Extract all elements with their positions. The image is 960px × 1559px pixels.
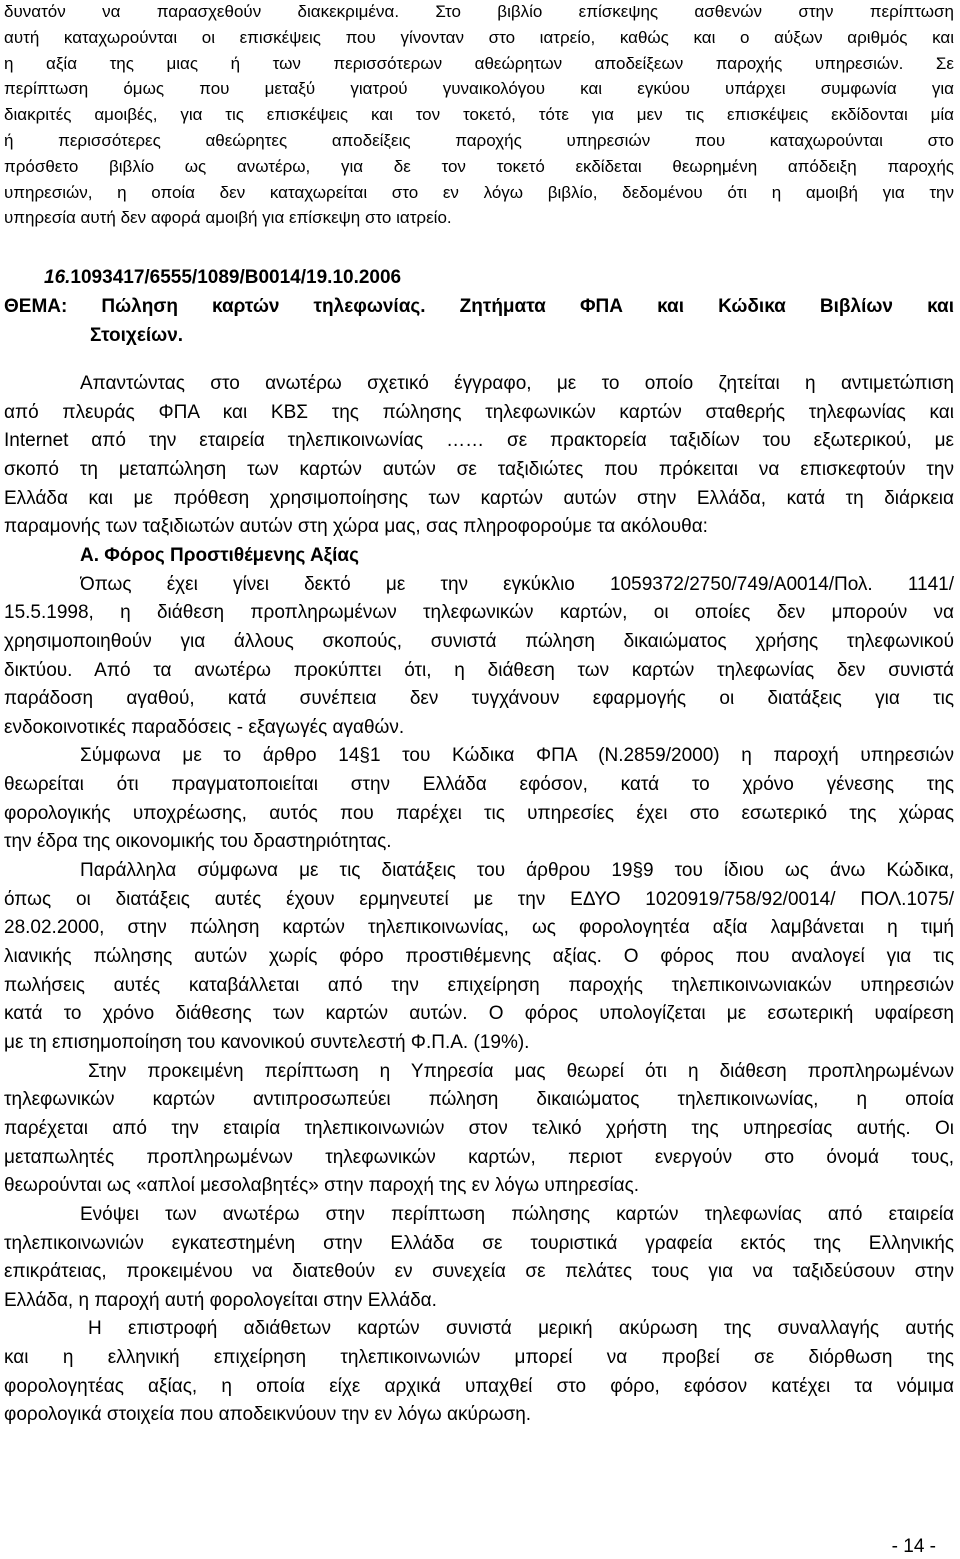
- body-line: δικτύου. Από τα ανωτέρω προκύπτει ότι, η διάθεση των καρτών τηλεφωνίας δεν συνιστά: [4, 659, 954, 681]
- body-line: Ελλάδα, η παροχή αυτή φορολογείται στην Ελλάδα.: [4, 1289, 437, 1311]
- body-line: λιανικής πώλησης αυτών χωρίς φόρο προστιθέμενης αξίας. Ο φόρος που αναλογεί για τις: [4, 946, 954, 967]
- body-line: φορολογικά στοιχεία που αποδεικνύουν την εν λόγω ακύρωση.: [4, 1404, 532, 1426]
- body-line: παραμονής των ταξιδιωτών αυτών στη χώρα μας, σας πληροφορούμε τα ακόλουθα:: [4, 516, 708, 538]
- intro-line: ή περισσότερες αθεώρητες αποδείξεις παροχής υπηρεσιών που καταχωρούνται στο: [4, 131, 954, 150]
- body-line: 15.5.1998, η διάθεση προπληρωμένων τηλεφωνικών καρτών, οι οποίες δεν μπορούν να: [4, 602, 954, 624]
- body-line: θεωρείται ότι πραγματοποιείται στην Ελλάδα εφόσον, κατά το χρόνο γένεσης της: [4, 774, 954, 796]
- intro-line: περίπτωση όμως που μεταξύ γιατρού γυναικολόγου και εγκύου υπάρχει συμφωνία για: [4, 79, 954, 99]
- body-line: πωλήσεις αυτές καταβάλλεται από την επιχείρηση παροχής τηλεπικοινωνιακών υπηρεσιών: [4, 974, 954, 996]
- body-line: επικράτειας, προκειμένου να διατεθούν εν συνεχεία σε πελάτες τους για να ταξιδεύσουν στην: [4, 1261, 954, 1283]
- body-line: Στην προκειμένη περίπτωση η Υπηρεσία μας θεωρεί ότι η διάθεση προπληρωμένων: [88, 1060, 954, 1082]
- intro-line: υπηρεσία αυτή δεν αφορά αμοιβή για επίσκεψη στο ιατρείο.: [4, 208, 452, 228]
- item-number: 16.: [44, 267, 71, 288]
- body-line: μεταπωλητές προπληρωμένων τηλεφωνικών καρτών, περιοτ ενεργούν στο όνομά τους,: [4, 1146, 954, 1168]
- intro-line: υπηρεσιών, η οποία δεν καταχωρείται στο εν λόγω βιβλίο, δεδομένου ότι η αμοιβή για την: [4, 182, 954, 202]
- body-line: Ελλάδα και με πρόθεση χρησιμοποίησης των καρτών αυτών στην Ελλάδα, κατά τη διάρκεια: [4, 487, 954, 509]
- body-line: Internet από την εταιρεία τηλεπικοινωνίας …… σε πρακτορεία ταξιδίων του εξωτερικού, με: [4, 430, 954, 452]
- body-line: Όπως έχει γίνει δεκτό με την εγκύκλιο 1059372/2750/749/Α0014/Πολ. 1141/: [80, 573, 954, 595]
- item-reference: 1093417/6555/1089/Β0014/19.10.2006: [70, 267, 402, 288]
- section-heading: Α. Φόρος Προστιθέμενης Αξίας: [80, 544, 359, 566]
- body-line: από πλευράς ΦΠΑ και ΚΒΣ της πώλησης τηλεφωνικών καρτών σταθερής τηλεφωνίας και: [4, 401, 954, 423]
- intro-line: διακριτές αμοιβές, για τις επισκέψεις και τον τοκετό, τότε για μεν τις επισκέψεις εκδίδονται μία: [4, 105, 954, 125]
- intro-line: πρόσθετο βιβλίο ως ανωτέρω, για δε τον τοκετό εκδίδεται θεωρημένη απόδειξη παροχής: [4, 156, 954, 176]
- body-line: Σύμφωνα με το άρθρο 14§1 του Κώδικα ΦΠΑ (Ν.2859/2000) η παροχή υπηρεσιών: [80, 745, 954, 767]
- body-line: παράδοση αγαθού, κατά συνέπεια δεν τυγχάνουν εφαρμογής οι διατάξεις για τις: [4, 688, 954, 710]
- body-line: όπως οι διατάξεις αυτές έχουν ερμηνευτεί με την ΕΔΥΟ 1020919/758/92/0014/ ΠΟΛ.1075/: [4, 888, 954, 910]
- body-line: σκοπό τη μεταπώληση των καρτών αυτών σε ταξιδιώτες που πρόκειται να επισκεφτούν την: [4, 458, 954, 480]
- item-heading: [44, 266, 401, 290]
- body-line: φορολογητέας αξίας, η οποία είχε αρχικά υπαχθεί στο φόρο, εφόσον κατέχει τα νόμιμα: [4, 1375, 954, 1397]
- page-number: - 14 -: [891, 1536, 936, 1557]
- body-line: παρέχεται από την εταιρία τηλεπικοινωνιών στον τελικό χρήστη της υπηρεσίας αυτής. Οι: [4, 1117, 954, 1139]
- body-line: και η ελληνική επιχείρηση τηλεπικοινωνιών μπορεί να προβεί σε διόρθωση της: [4, 1347, 954, 1369]
- body-line: τηλεπικοινωνιών εγκατεστημένη στην Ελλάδα σε τουριστικά γραφεία εκτός της Ελληνικής: [4, 1232, 954, 1254]
- body-line: χρησιμοποιηθούν για άλλους σκοπούς, συνιστά πώληση δικαιώματος χρήσης τηλεφωνικού: [4, 630, 954, 652]
- body-line: Παράλληλα σύμφωνα με τις διατάξεις του άρθρου 19§9 του ίδιου ως άνω Κώδικα,: [80, 860, 954, 882]
- intro-line: η αξία της μιας ή των περισσότερων αθεώρητων αποδείξεων παροχής υπηρεσιών. Σε: [4, 53, 954, 73]
- body-line: 28.02.2000, στην πώληση καρτών τηλεπικοινωνίας, ως φορολογητέα αξία λαμβάνεται η τιμή: [4, 917, 954, 939]
- subject-line-1: ΘΕΜΑ: Πώληση καρτών τηλεφωνίας. Ζητήματα ΦΠΑ και Κώδικα Βιβλίων και: [4, 296, 954, 317]
- intro-line: δυνατόν να παρασχεθούν διακεκριμένα. Στο βιβλίο επίσκεψης ασθενών στην περίπτωση: [4, 2, 954, 21]
- body-line: την έδρα της οικονομικής του δραστηριότητας.: [4, 831, 392, 853]
- body-line: Ενόψει των ανωτέρω στην περίπτωση πώλησης καρτών τηλεφωνίας από εταιρεία: [80, 1203, 954, 1225]
- intro-line: αυτή καταχωρούνται οι επισκέψεις που γίνονταν στο ιατρείο, καθώς και ο αύξων αριθμός και: [4, 27, 954, 47]
- subject-line-2: Στοιχείων.: [90, 325, 184, 346]
- body-line: φορολογικής υποχρέωσης, αυτός που παρέχει τις υπηρεσίες έχει στο εσωτερικό της χώρας: [4, 802, 954, 824]
- body-line: κατά το χρόνο διάθεσης των καρτών αυτών. Ο φόρος υπολογίζεται με εσωτερική υφαίρεση: [4, 1003, 954, 1025]
- body-line: με τη επισημοποίηση του κανονικού συντελεστή Φ.Π.Α. (19%).: [4, 1031, 530, 1053]
- body-line: θεωρούνται ως «απλοί μεσολαβητές» στην παροχή της εν λόγω υπηρεσίας.: [4, 1175, 640, 1197]
- body-line: τηλεφωνικών καρτών αντιπροσωπεύει πώληση δικαιώματος τηλεπικοινωνίας, η οποία: [4, 1089, 954, 1111]
- body-line: Απαντώντας στο ανωτέρω σχετικό έγγραφο, με το οποίο ζητείται η αντιμετώπιση: [80, 373, 954, 394]
- body-line: Η επιστροφή αδιάθετων καρτών συνιστά μερική ακύρωση της συναλλαγής αυτής: [88, 1318, 954, 1340]
- body-line: ενδοκοινοτικές παραδόσεις - εξαγωγές αγαθών.: [4, 716, 405, 738]
